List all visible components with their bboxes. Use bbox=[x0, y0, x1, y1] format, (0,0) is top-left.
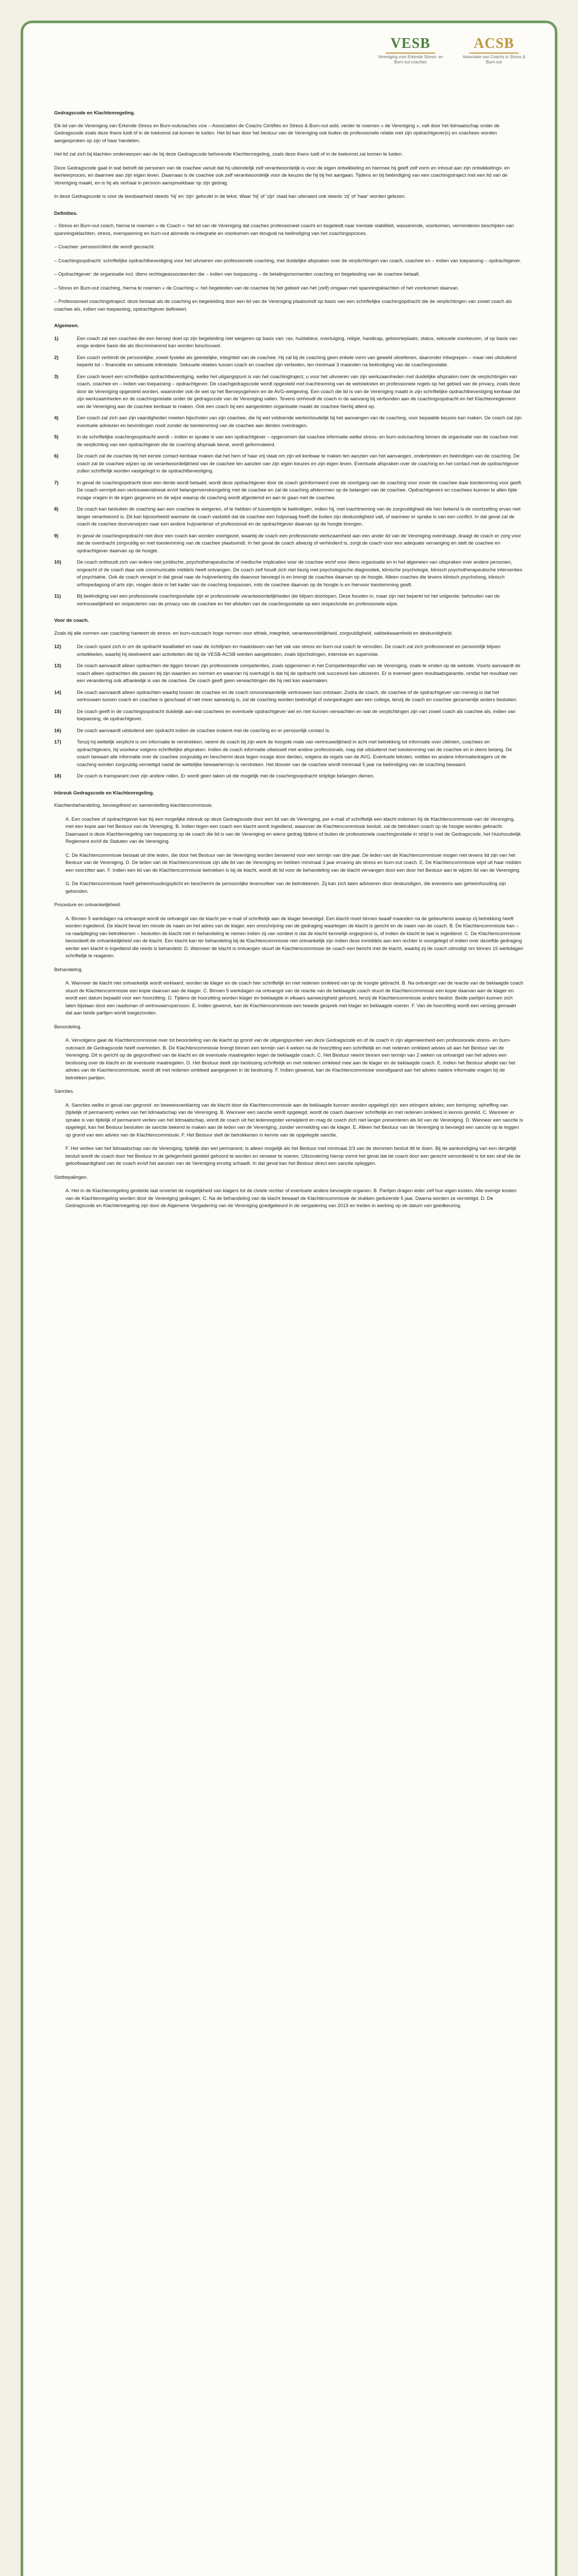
paragraph: Klachtenbehandeling, bevoegdheid en samenstelling klachtencommissie. bbox=[54, 803, 213, 808]
section-heading: Gedragscode en Klachtenregeling. bbox=[54, 110, 135, 116]
article-text: Een coach zal zich aan zijn vaardigheden moeten bijscholen van zijn coachee, die hij wel voldoende werkinhoudelijk bij het aanvangen van de coaching, voor bepaalde keuzes kan maken. De coach zal zijn eventuele adviezen en bevindingen nooit zonder de toestemming van de coachee aan derden overdragen. bbox=[77, 415, 522, 429]
article-text: De coach zal de coachee bij het eerste contact kenbaar maken dat het hem of haar vrij staat om zijn wil kenbaar te maken ten aanzien van het aanvangen, onderbreken en beëindigen van de coaching. De coach zal de coachee wijzen op de verantwoordelijkheid van de coachee ten aanzien van zijn eigen keuzes en zijn eigen leven. Eventuele afspraken over de coaching en het contact met de opdrachtgever zullen schriftelijk worden vastgelegd in de opdrachtbevestiging. bbox=[77, 453, 520, 474]
article-text: De coach geeft in de coachingsopdracht duidelijk aan wat coachees en eventuele opdrachtgever wel en niet kunnen verwachten en wat de verplichtingen zijn van zowel coach als coachee als, indien van toepassing, de opdrachtgever. bbox=[77, 708, 516, 722]
vesb-logo-word: VESB bbox=[390, 36, 431, 52]
numbered-article bbox=[54, 354, 524, 369]
article-number: 4) bbox=[54, 415, 59, 421]
numbered-article bbox=[54, 415, 524, 430]
numbered-article bbox=[54, 593, 524, 608]
logo-rule bbox=[469, 53, 519, 54]
article-text: In geval de coachingopdracht door een derde wordt betaald, wordt deze opdrachtgever door de coach geïnformeerd over de voortgang van de coaching voor zover de coachee daar toestemming voor geeft. De coach vermijdt een vertrouwensbreuk en/of belangenverstrengeling met de coachee en zal de coaching afstemmen op de belangen van de coachee. Opdrachtgevers en coachees kunnen te allen tijde inzage vragen in de eigen gegevens en de wijze waarop de coaching wordt afgestemd en aan te gaan met de coachee. bbox=[77, 480, 522, 501]
article-text: De coach aanvaardt alleen opdrachten die liggen binnen zijn professionele competenties, zoals opgenomen in het Competentieprofiel van de Vereniging, zoals te vinden op de website. Voorts aanvaardt de coach alleen opdrachten die passen bij zijn waarden en normen en waarvan hij overtuigd is dat hij de opdracht ook succesvol kan uitvoeren. Er is evenwel geen resultaatsgarantie, omdat het resultaat van een verandering ook afhankelijk is van de coachee. De coach geeft geen verwachtingen die hij niet kan waarmaken. bbox=[77, 663, 521, 684]
article-number: 18) bbox=[54, 773, 61, 779]
paragraph: Procedure en ontvankelijkheid. bbox=[54, 902, 121, 908]
paragraph: – Stress en Burn-out coaching, hierna te noemen « de Coaching »: het begeleiden van de coachee bij het gebied van het (zelf) omgaan met spanningsklachten of het voorkomen daarvan. bbox=[54, 285, 459, 291]
paragraph: Sancties. bbox=[54, 1089, 75, 1094]
article-text: De coach aanvaardt alleen opdrachten waarbij tussen de coachee en de coach onvoorwaardelijk vertrouwen kan ontstaan. Zodra de coach, de coachee of de opdrachtgever van mening is dat het vertrouwen tussen coach en coachee is geschaad of niet meer aanwezig is, zal de coaching worden beëindigd of overgedragen aan een collega, tenzij de coach en coachee gezamenlijk anders besluiten. bbox=[77, 689, 518, 703]
paragraph: C. De Klachtencommissie bestaat uit drie leden, die door het Bestuur van de Vereniging worden benoemd voor een termijn van drie jaar. De leden van de Klachtencommissie mogen niet tevens lid zijn van het Bestuur van de Vereniging. D. De leden van de Klachtencommissie zijn alle lid van de Vereniging en hebben minimaal 3 jaar ervaring als stress en burn-out coach. E. De Klachtencommissie wijst uit haar midden een voorzitter aan. F. Indien een lid van de Klachtencommissie betrokken is bij de klacht, wordt dit lid voor de behandeling van de klacht vervangen door een door het Bestuur aan te wijzen lid van de Vereniging. bbox=[65, 852, 521, 873]
paragraph: A. Vervolgens gaat de Klachtencommissie over tot beoordeling van de klacht op grond van de uitgangspunten van deze Gedragscode en of de coach in zijn algemeenheid een professionele stress- en burn-outcoach de Gedragscode heeft overtreden. B. De Klachtencommissie brengt binnen een termijn van 4 weken na de hoorzitting een schriftelijk en met redenen omkleed advies uit aan het Bestuur van de Vereniging. Dit is gericht op de gegrondheid van de klacht en de eventuele maatregelen tegen de beklaagde coach. C. Het Bestuur neemt binnen een termijn van 2 weken na ontvangst van het advies een beslissing over de klacht en de eventuele maatregelen. D. Het Bestuur deelt zijn beslissing schriftelijk en met redenen omkleed mee aan de klager en de beklaagde coach. E. Indien het Bestuur afwijkt van het advies van de Klachtencommissie, wordt dit met redenen omkleed aangegeven in de beslissing. F. Indien gewenst, kan de Klachtencommissie voorafgaand aan het advies nadere informatie vragen bij de betrokken partijen. bbox=[65, 1038, 516, 1081]
paragraph: Het lid zal zich bij klachten onderwerpen aan de bij deze Gedragscode behorende Klachtenregeling, zoals deze thans luidt of in de toekomst zal komen te luiden. bbox=[54, 151, 403, 157]
paragraph: Slotbepalingen. bbox=[54, 1174, 88, 1180]
article-text: De coach aanvaardt uitsluitend een opdracht indien de coachee instemt met de coaching en er persoonlijk contact is. bbox=[77, 727, 331, 734]
logo-rule bbox=[386, 53, 435, 54]
article-text: Een coach zal een coachee die een beroep doet op zijn begeleiding niet weigeren op basis van: ras, huidskleur, overtuiging, religie, handicap, geboorteplaats, status, seksuele voorkeuren, of op basis van enige andere basis die als discriminerend kan worden beschouwd. bbox=[77, 335, 517, 349]
numbered-article bbox=[54, 739, 524, 769]
document-body bbox=[54, 100, 524, 1216]
article-number: 7) bbox=[54, 480, 59, 486]
article-number: 6) bbox=[54, 453, 59, 459]
paragraph: G. De Klachtencommissie heeft geheimhoudingsplicht en beschermt de persoonlijke levenssfeer van de betrokkenen. Zij kan zich laten adviseren door deskundigen, die eveneens aan geheimhouding zijn gebonden. bbox=[65, 881, 506, 894]
article-text: Een coach verbindt de persoonlijke, zowel fysieke als geestelijke, integriteit van de coachee. Hij zal bij de coaching geen enkele vorm van geweld uitoefenen, daaronder inbegrepen – maar niet uitsluitend beperkt tot – financiële en seksuele intimidatie. Seksuele relaties tussen coach en coachee zijn verboden, ten minimaal 3 maanden na beëindiging van de coachingsrelatie. bbox=[77, 354, 517, 368]
article-text: Tenzij hij wettelijk verplicht is om informatie te verstrekken, neemt de coach bij zijn werk de hoogste mate van vertrouwelijkheid in acht met betrekking tot informatie over cliënten, coachees en opdrachtgevers, bij voorkeur volgens schriftelijke afspraken. Indien de coach informatie uitwisselt met andere professionals, mag dat uitsluitend met toestemming van de coachee en in diens belang. De coach bewaart alle informatie over de coachee zorgvuldig en beschermt deze tegen inzage door derden, volgens de regels van de AVG. Eventuele teksten, notities en andere informatiedragers uit de coaching worden zorgvuldig vernietigd nadat de wettelijke bewaartermijn is verstreken. Het dossier van de coachee wordt minimaal 5 jaar na beëindiging van de coaching bewaard. bbox=[77, 739, 512, 768]
numbered-article bbox=[54, 773, 524, 781]
paragraph: Elk lid van de Vereniging van Erkende Stress en Burn-outcoaches vzw – Association de Coachs Certifiés en Stress & Burn-out asbl, verder te noemen « de Vereniging », valt door het lidmaatschap onder de Gedragscode zoals deze thans luidt of in de toekomst zal komen te luiden. Het lid kan door het bestuur van de Vereniging ook buiten de professionele relatie met zijn opdrachtgever(s) en coachees worden aangesproken op zijn of haar handelen. bbox=[54, 123, 500, 144]
acsb-logo-tagline: Associatie van Coachs in Stress & Burn-out bbox=[463, 55, 525, 64]
paragraph: In deze Gedragscode is voor de leesbaarheid steeds 'hij' en 'zijn' gebruikt in de tekst. Waar 'hij' of 'zijn' staat kan uiteraard ook steeds 'zij' of 'haar' worden gelezen. bbox=[54, 194, 406, 199]
numbered-article bbox=[54, 434, 524, 449]
numbered-article bbox=[54, 480, 524, 502]
article-number: 14) bbox=[54, 689, 61, 696]
paragraph: – Coachee: persoon/cliënt die wordt gecoacht. bbox=[54, 244, 155, 250]
article-number: 5) bbox=[54, 434, 59, 440]
numbered-article bbox=[54, 374, 524, 411]
article-number: 9) bbox=[54, 533, 59, 539]
paragraph: A. Wanneer de klacht niet ontvankelijk wordt verklaard, worden de klager en de coach hier schriftelijk en met redenen omkleed van op de hoogte gebracht. B. Na ontvangst van de reactie van de beklaagde coach stuurt de Klachtencommissie een kopie daarvan aan de klager. C. Binnen 5 werkdagen na ontvangst van de reactie van de beklaagde coach stuurt de Klachtencommissie een kopie daarvan aan de klager en wordt een datum bepaald voor een hoorzitting. D. Tijdens de hoorzitting worden klager en beklaagde in elkaars aanwezigheid gehoord, tenzij de Klachtencommissie anders beslist. Beide partijen kunnen zich laten bijstaan door een raadsman of vertrouwenspersoon. E. Indien gewenst, kan de Klachtencommissie een tweede gesprek met klager en beklaagde voeren. F. Van de hoorzitting wordt een verslag gemaakt dat aan beide partijen wordt toegezonden. bbox=[65, 980, 523, 1016]
article-text: In de schriftelijke coachingsopdracht wordt – indien er sprake is van een opdrachtgever – opgenomen dat coachee informatie welke stress- en burn-outcoaching binnen de organisatie van de coachee met de verplichting van een opdrachtgever die de coaching afspraak bevat, wordt geformuleerd. bbox=[77, 434, 518, 448]
vesb-logo-tagline: Vereniging voor Erkende Stress- en Burn-out coaches bbox=[377, 55, 443, 64]
paragraph: Deze Gedragscode gaat in wat betreft de personen van de coachee vanuit dat hij uiteindelijk zelf verantwoordelijk is voor de eigen ontwikkeling en hiermee hij geeft zelf vorm en inhoud aan zijn ontwikkelings- en leerleerproces, en daarmee aan zijn eigen leven. Daarnaas is de coachee ook zelf verantwoordelijk voor de keuzes die hij bij het aangaan. Tijdens en bij beëindiging van een coachingstraject met een lid van de Vereniging maakt, en is hij als verhaal in persoon aanspreekbaar op zijn gedrag. bbox=[54, 165, 510, 186]
acsb-logo bbox=[458, 36, 530, 65]
section-heading: Voor de coach. bbox=[54, 618, 89, 623]
paragraph: A. Een coachee of opdrachtgever kan bij een mogelijke inbreuk op deze Gedragscode door een lid van de Vereniging, per e-mail of schriftelijk een klacht indienen bij de Klachtencommissie van de Vereniging, met een kopie aan het Bestuur van de Vereniging. B. Indien tegen een coach een klacht wordt ingediend, waarover de Klachtencommissie besluit, zal de betrokken coach op de hoogte worden gebracht. Daarnaast is deze Klachtenregeling van toepassing op de coach die lid is van de Vereniging en wiens gedrag tijdens of buiten de professionele coachingsrelatie in strijd is met de Gedragscode, het Huishoudelijk Reglement en/of de Statuten van de Vereniging. bbox=[65, 816, 521, 844]
article-number: 3) bbox=[54, 374, 59, 380]
article-text: De coach spant zich in om de opdracht kwalitatief en naar de richtlijnen en maatstaven van het vak van stress en burn-out coach te vervullen. De coach zal zich professioneel en persoonlijk blijven ontwikkelen, waarbij hij deelneemt aan activiteiten die bij de VESB-ACSB worden aangeboden, zoals bijscholingen, intervisie en supervisie. bbox=[77, 644, 501, 657]
acsb-logo-word: ACSB bbox=[473, 36, 515, 52]
article-text: De coach onthoudt zich van iedere niet juridische, psychotherapeutische of medische implicaties voor de coachee en/of voor diens organisatie en in het algemeen van uitspraken over andere personen, ongeacht of de coach daar ook communicatie middels heeft ontvangen. De coach zelf houdt zich niet bezig met psychologische diagnostiek, klinische psychologie, klinisch psychotherapeutische interventies of psychiatrie. Ook de coach verwijst in dat geval naar de hulpverlening die daarvoor bevoegd is en brengt de coachee daarvan op de hoogte. Alleen coaches die tevens klinisch psychoIoog, klinisch orthopedagoog of arts zijn, mogen deze in het kader van de coaching toepassen, mits de coachee daarvan op de hoogte is en hiervoor toestemming geeft. bbox=[77, 560, 522, 588]
paragraph: Zoals bij alle normen van coaching hanteert de stress- en burn-outcoach hoge normen voor ethiek, integriteit, verantwoordelijkheid, zorgvuldigheid, vakbekwaamheid en deskundigheid. bbox=[54, 630, 453, 636]
vesb-logo bbox=[374, 36, 447, 65]
paragraph: F. Het verlies van het lidmaatschap van de Vereniging, tijdelijk dan wel permanent, is alleen mogelijk als het Bestuur met minimaal 2/3 van de stemmen besluit dit te doen. Bij de aankondiging van een dergelijk besluit wordt de coach door het Bestuur in de gelegenheid gesteld gehoord te worden en verweer te voeren. Uitzondering hierop vormt het geval dat de coach door een gerecht veroordeeld is tot een straf die de geloofwaardigheid van de coach en/of het aanzien van de Vereniging ernstig schaadt. In dat geval kan het Bestuur direct een sanctie opleggen. bbox=[65, 1146, 521, 1166]
numbered-article bbox=[54, 453, 524, 476]
article-number: 12) bbox=[54, 644, 61, 650]
numbered-article bbox=[54, 533, 524, 555]
paragraph: Behandeling. bbox=[54, 967, 83, 973]
paragraph: Beoordeling. bbox=[54, 1024, 82, 1030]
paragraph: A. Het in de Klachtenregeling gestelde laat onverlet de mogelijkheid van klagers tot de civiele rechter of eventuele andere bevoegde organen. B. Partijen dragen ieder zelf hun eigen kosten. Alle overige kosten van de Klachtenregeling worden door de Vereniging gedragen. C. Na de behandeling van de klacht bewaart de Klachtencommissie de stukken gedurende 5 jaar. Daarna worden ze vernietigd. D. De Gedragscode en Klachtenregeling zijn door de Algemene Vergadering van de Vereniging goedgekeurd in de vergadering van 2019 en treden in werking op de datum van goedkeuring. bbox=[65, 1188, 517, 1209]
article-text: Een coach levert een schriftelijke opdrachtbevestiging, welke het uitgangspunt is van het coachingtraject, u voor het uitvoeren van zijn werkzaamheden met duidelijke afspraken over de verplichtingen van coach, coachee en – indien van toepassing – opdrachtgever. De coachgedragscode wordt opgesteld met inachtneming van de wetsteksten en professionele regels op het gebied van de privacy, zoals deze door de Vereniging opgesteld worden, waaronder ook de wet op het Beroepsgeheim en de AVG-wetgeving. Een coach die lid is van de Vereniging maakt in zijn schriftelijke opdrachtbevestiging kenbaar dat zijn werkzaamheden en de coachingsrelatie onder de gedragscode van de Vereniging vallen. Tevens omhoudt de coach in de aanvang bij verbonden aan de coachingsopdracht en het Klachtenreglement van de Vereniging aan de coachee kenbaar te maken. Ook een coach bij een aangesloten organisatie maakt de coachee hierbij attent op. bbox=[77, 374, 520, 410]
article-number: 1) bbox=[54, 335, 59, 342]
article-number: 10) bbox=[54, 560, 61, 565]
document-page bbox=[21, 21, 557, 2576]
paragraph: A. Sancties welke in geval van gegrond- en beeweisverklaring van de klacht door de Klachtencommissie aan de beklaagde kunnen worden opgelegd zijn: een stringent advies; een berisping; opheffing van (tijdelijk of permanent) verlies van het lidmaatschap van de Vereniging. B. Wanneer een sanctie wordt opgelegd, wordt de coach daarover schriftelijk en met redenen omkleed in kennis gesteld. C. Wanneer er sprake is van tijdelijk of permanent verlies van het lidmaatschap, wordt de coach uit het ledenregister verwijderd en mag de coach zich niet langer presenteren als lid van de Vereniging. D. Wanneer een sanctie is opgelegd, kan het Bestuur besluiten de sanctie bekend te maken aan de leden van de Vereniging, zonder vermelding van de klager. E. Alleen het Bestuur van de Vereniging is bevoegd een sanctie op te leggen op grond van een advies van de Klachtencommissie. F. Het Bestuur stelt de betrokkenen in kennis van de opgelegde sanctie. bbox=[65, 1102, 523, 1138]
section-heading: Definities. bbox=[54, 210, 78, 216]
paragraph: A. Binnen 5 werkdagen na ontvangst wordt de ontvangst van de klacht per e-mail of schriftelijk aan de klager bevestigd. Een klacht moet binnen twaalf maanden na de gebeurtenis waarop zij betrekking heeft worden ingediend. De klacht bevat ten minste de naam en het adres van de klager, een omschrijving van de gedraging waartegen de klacht is gericht en de naam van de coach. B. De Klachtencommissie kan – na raadpleging van betrokkenen – besluiten de klacht niet in behandeling te nemen indien zij van oordeel is dat de klacht kennelijk ongegrond is, of indien de klacht te laat is ingediend. C. De Klachtencommissie beoordeelt de ontvankelijkheid van de klacht. Een klacht kan ter behandeling bij de Klachtencommissie niet ontvankelijk zijn indien deze inmiddels aan een rechter is voorgelegd of indien over dezelfde gedraging eerder een klacht is ingediend die reeds is behandeld. D. Wanneer de klacht is ontvangen stuurt de Klachtencommissie de coach een bericht met de klacht, waarbij zij de coach uitnodigt om binnen 15 werkdagen schriftelijk te reageren. bbox=[65, 916, 523, 959]
article-text: De coach kan besluiten de coaching aan een coachee te weigeren, of te hebben of tussentijds te beëindigen, indien hij, met inachtneming van de zorgvuldigheid die hen bekend is de voortzetting ervan niet langer verantwoord is. Dit kan bijvoorbeeld wanneer de coach vaststelt dat de coachee een hulpvraag heeft die buiten zijn deskundigheid valt, of wanneer er sprake is van een conflict. In dat geval zal de coach de coachee doorverwijzen naar een andere hulpverlener of professional en de opdrachtgever daarvan op de hoogte brengen. bbox=[77, 506, 521, 527]
numbered-article bbox=[54, 559, 524, 589]
section-heading: Algemeen. bbox=[54, 323, 79, 329]
article-text: De coach is transparant over zijn andere rollen. Er wordt geen taken uit die mogelijk met de coachingsopdracht strijdige belangen dienen. bbox=[77, 773, 375, 779]
logo-group bbox=[374, 36, 530, 65]
paragraph: – Professioneel coachingstraject: deze bestaat als de coaching en begeleiding door een lid van de Vereniging plaatsvindt op basis van een schriftelijke coachingopdracht die de verplichtingen van zowel coach als coachee als, indien van toepassing, opdrachtgever definieert. bbox=[54, 299, 512, 312]
article-text: In geval de coachingsopdracht niet door een coach kan worden voortgezet, waarbij de coach een professionele werkzaamheid aan een ander lid van de Vereniging overdraagt, draagt de coach er zorg voor dat de overdracht zorgvuldig en met toestemming van de coachee plaatsvindt. In het geval de coach afwezig of verhinderd is, zorgt de coach voor een adequate vervanging en stelt de coachee en opdrachtgever daarvan op de hoogte. bbox=[77, 533, 521, 554]
numbered-article bbox=[54, 643, 524, 658]
paragraph: – Coachingsopdracht: schriftelijke opdrachtbevestiging voor het uitvoeren van professionele coaching, met duidelijke afspraken over de verplichtingen van coach, coachee en – indien van toepassing – opdrachtgever. bbox=[54, 258, 521, 264]
article-number: 8) bbox=[54, 506, 59, 512]
article-number: 11) bbox=[54, 594, 61, 599]
article-number: 15) bbox=[54, 708, 61, 715]
article-number: 2) bbox=[54, 354, 59, 361]
numbered-article bbox=[54, 727, 524, 735]
article-text: Bij beëindiging van een professionele coachingsrelatie zijn er professionele verantwoordelijkheden die blijven doorlopen. Deze houden in, maar zijn niet beperkt tot het volgende: behouden van de vertrouwelijkheid en respecteren van de privacy van de coachee en het afsluiten van de coachingsrelatie op een respectvolle en professionele wijze. bbox=[77, 594, 500, 607]
numbered-article bbox=[54, 708, 524, 723]
numbered-article bbox=[54, 689, 524, 704]
article-number: 16) bbox=[54, 727, 61, 734]
numbered-article bbox=[54, 663, 524, 685]
paragraph: – Stress en Burn-out coach, hierna te noemen « de Coach »: het lid van de Vereniging dat coaches professioneel coacht en begeleidt naar mentale stabiliteit, wasserende, voorkomen, verminderen beschijden van spanningsklachten, stress, overspanning en burn-out alsmede re-integratie en voorkomen van terugval na beëindiging van het coachingsproces. bbox=[54, 223, 514, 236]
paragraph: – Opdrachtgever: de organisatie incl. diens rechtsgeassocieerden die – indien van toepassing – de betalingsmomenten coaching en begeleiding van de coachee betaalt. bbox=[54, 272, 420, 277]
numbered-article bbox=[54, 506, 524, 529]
numbered-article bbox=[54, 335, 524, 350]
section-heading: Inbreuk Gedragscode en Klachtenregeling. bbox=[54, 790, 154, 796]
article-number: 17) bbox=[54, 739, 61, 745]
article-number: 13) bbox=[54, 663, 61, 669]
